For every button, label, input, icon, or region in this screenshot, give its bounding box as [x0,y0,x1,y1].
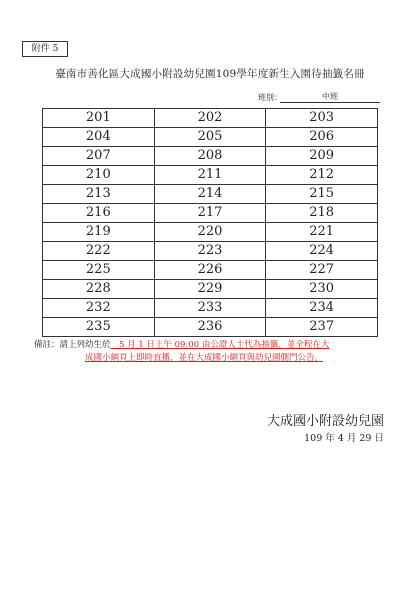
table-cell: 206 [266,128,378,147]
table-row [43,185,378,204]
table-cell: 210 [43,166,155,185]
table-cell: 223 [154,242,266,261]
table-cell: 201 [43,109,155,128]
table-row [43,109,378,128]
table-cell: 229 [154,280,266,299]
table-row [43,223,378,242]
table-cell: 234 [266,299,378,318]
table-cell: 204 [43,128,155,147]
table-row [43,242,378,261]
table-cell: 214 [154,185,266,204]
signature-date: 109 年 4 月 29 日 [304,433,384,444]
table-cell: 236 [154,318,266,337]
table-cell: 226 [154,261,266,280]
table-cell: 215 [266,185,378,204]
table-cell: 224 [266,242,378,261]
table-row [43,147,378,166]
page-title: 臺南市善化區大成國小附設幼兒園109學年度新生入園待抽籤名冊 [55,68,365,80]
table-cell: 205 [154,128,266,147]
table-cell: 207 [43,147,155,166]
table-cell: 208 [154,147,266,166]
class-field [258,91,382,105]
table-cell: 227 [266,261,378,280]
table-cell: 222 [43,242,155,261]
class-value: 中班 [280,91,380,103]
roster-body [43,109,378,337]
table-cell: 225 [43,261,155,280]
signer-name: 大成國小附設幼兒園 [266,414,384,429]
table-cell: 216 [43,204,155,223]
attachment-label: 附件 5 [22,41,68,57]
table-cell: 217 [154,204,266,223]
table-row [43,204,378,223]
table-cell: 219 [43,223,155,242]
remarks-emphasis-1: 5 月 1 日上午 09:00 由公證人士代為抽籤，並全程在大 [110,340,330,350]
table-cell: 212 [266,166,378,185]
table-row [43,299,378,318]
remarks-line-2 [34,352,394,365]
remarks-emphasis-2: 成國小網頁上即時直播，並在大成國小網頁與幼兒園側門公告。 [85,353,324,363]
table-cell: 220 [154,223,266,242]
table-cell: 232 [43,299,155,318]
remarks-line-1 [34,339,394,352]
table-cell: 230 [266,280,378,299]
roster-table [42,108,378,337]
table-cell: 228 [43,280,155,299]
table-row [43,128,378,147]
table-cell: 233 [154,299,266,318]
remarks-prefix: 備註：請上列幼生於 [34,340,111,350]
table-cell: 202 [154,109,266,128]
table-cell: 209 [266,147,378,166]
table-row [43,261,378,280]
table-cell: 213 [43,185,155,204]
class-label: 班別： [258,93,282,102]
table-cell: 203 [266,109,378,128]
table-cell: 221 [266,223,378,242]
table-cell: 218 [266,204,378,223]
table-row [43,280,378,299]
table-cell: 235 [43,318,155,337]
table-cell: 237 [266,318,378,337]
table-row [43,166,378,185]
remarks [34,339,394,365]
table-row [43,318,378,337]
table-cell: 211 [154,166,266,185]
